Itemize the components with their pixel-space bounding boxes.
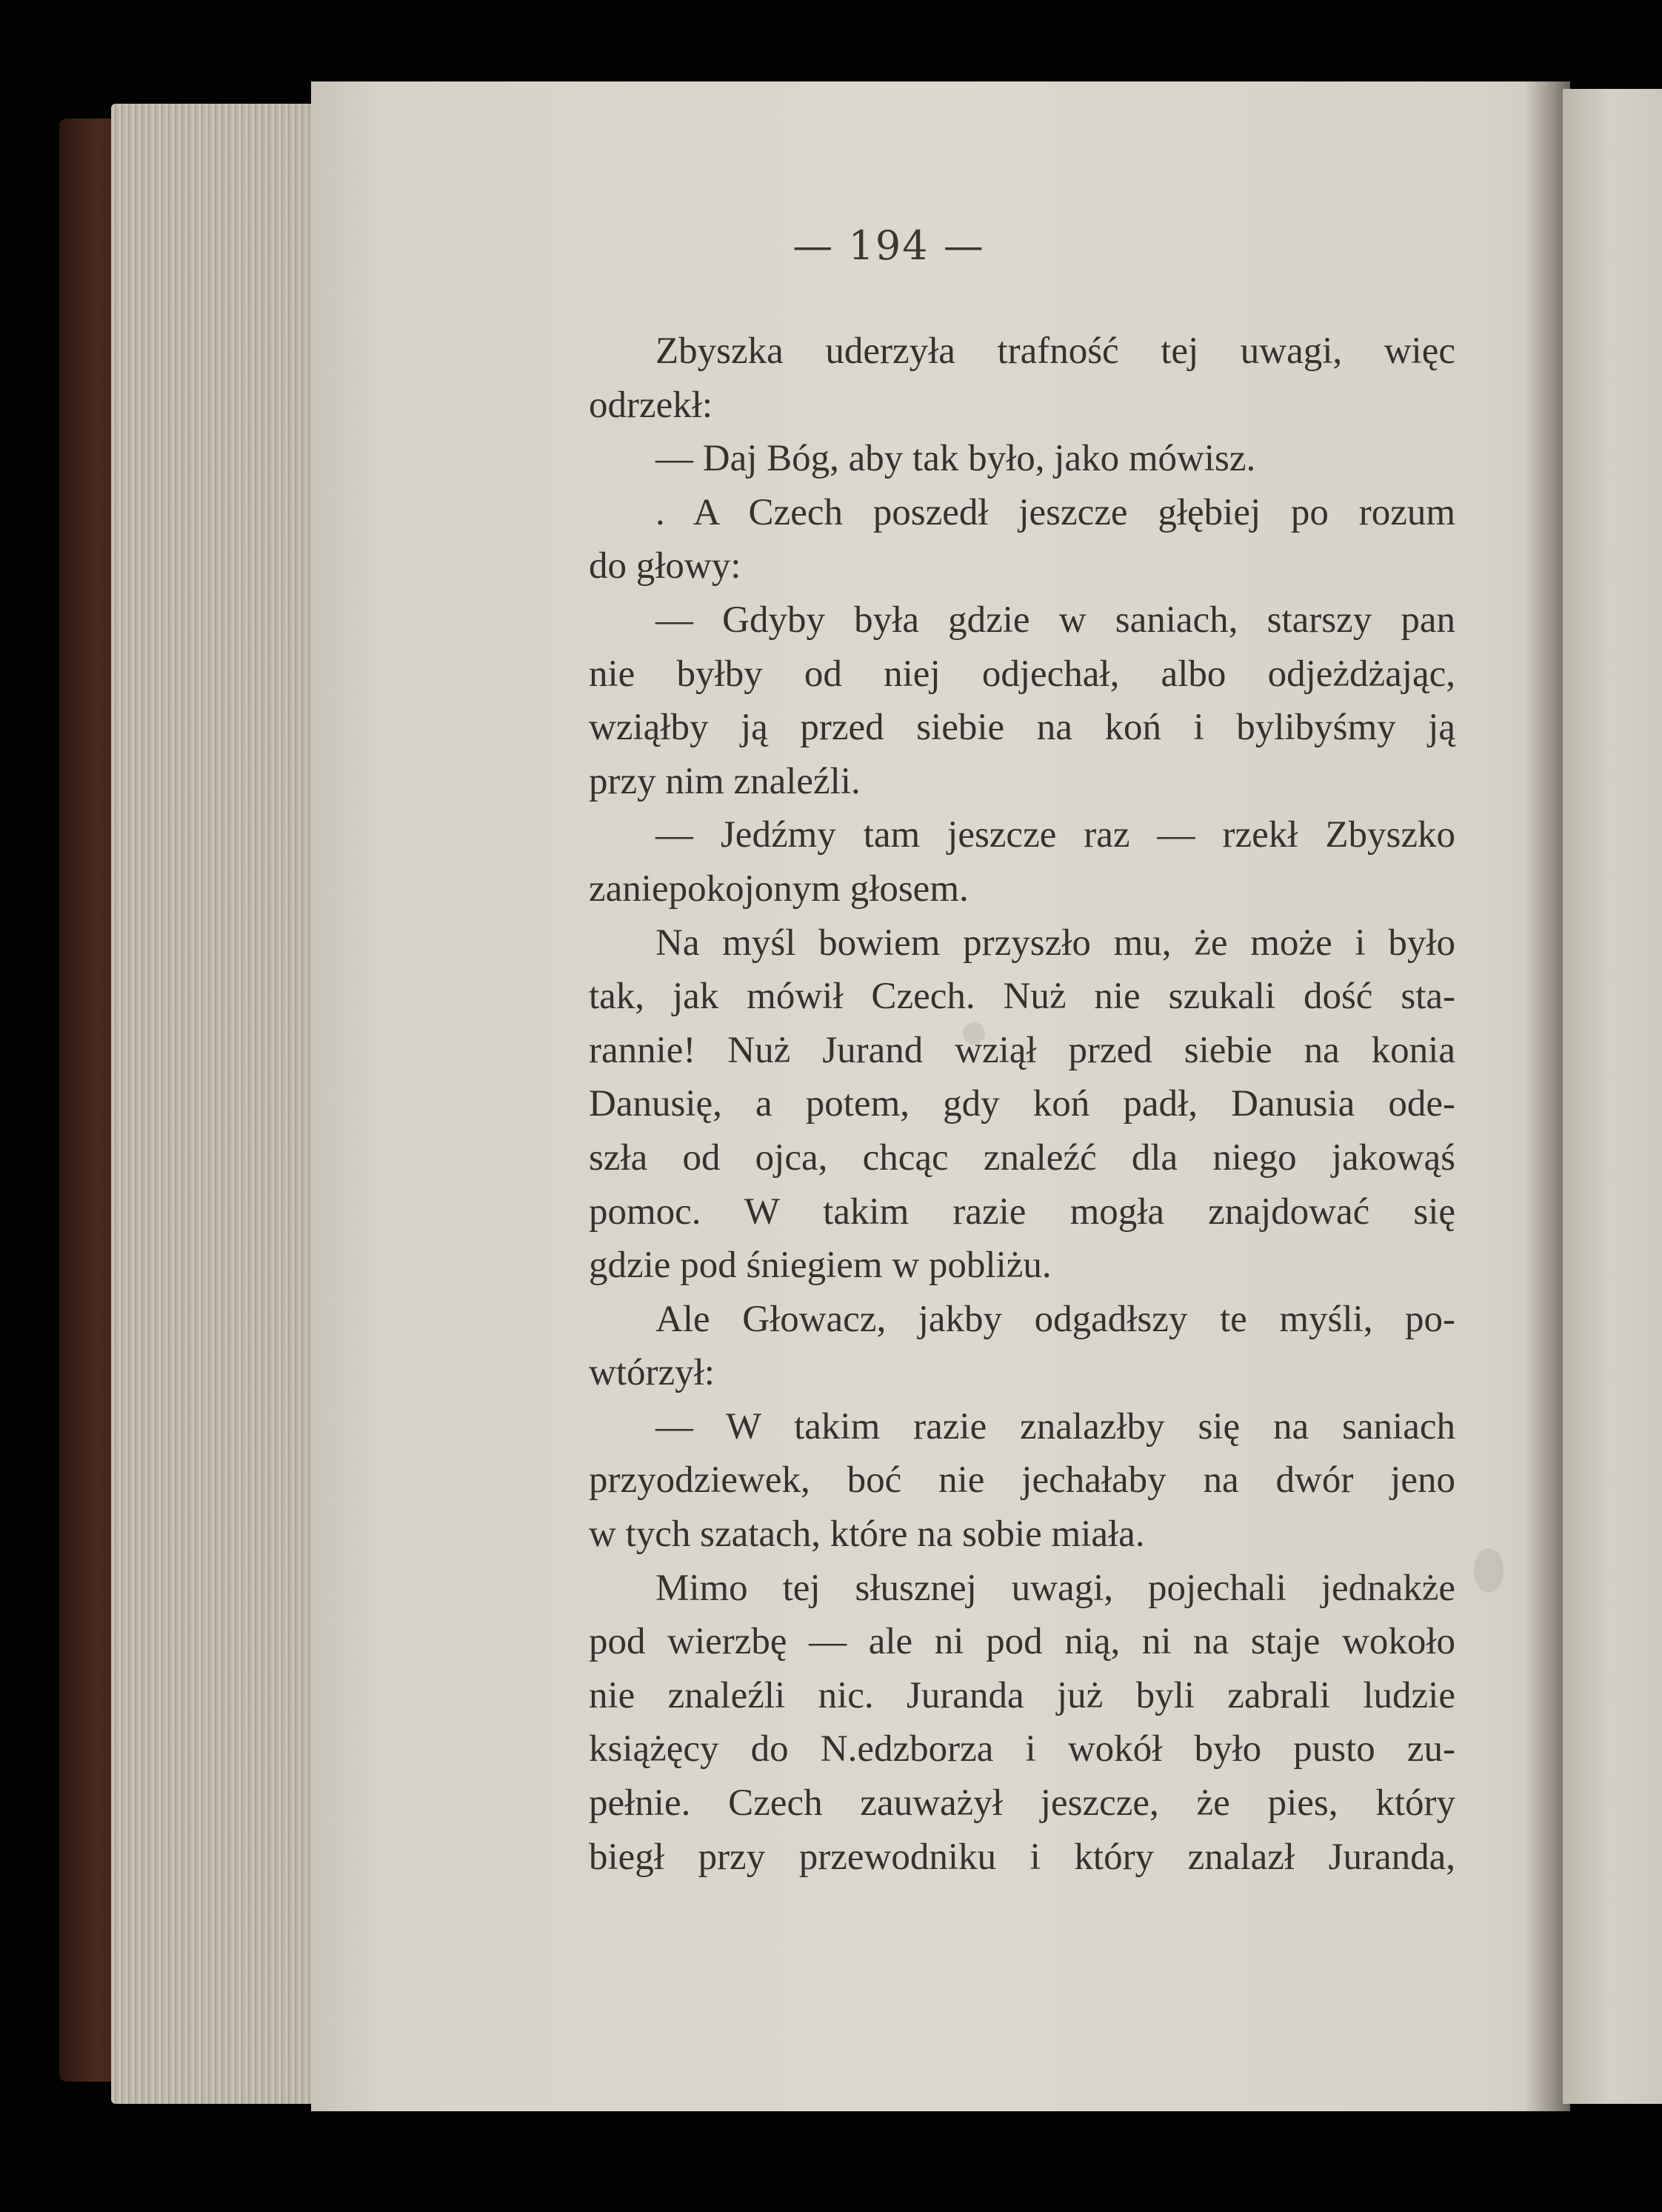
text-line: odrzekł: <box>589 384 713 426</box>
text-line: przy nim znaleźli. <box>589 760 861 802</box>
text-line: tak, jak mówił Czech. Nuż nie szukali dość sta- <box>589 976 1455 1018</box>
text-line: w tych szatach, które na sobie miała. <box>589 1513 1145 1556</box>
text-line: — Jedźmy tam jeszcze raz — rzekł Zbyszko <box>655 814 1455 856</box>
text-line: pełnie. Czech zauważył jeszcze, że pies, który <box>589 1782 1455 1825</box>
text-line: Na myśl bowiem przyszło mu, że może i było <box>655 922 1455 964</box>
text-line: rannie! Nuż Jurand wziął przed siebie na konia <box>589 1029 1455 1071</box>
text-line: — Daj Bóg, aby tak było, jako mówisz. <box>655 438 1256 480</box>
text-line: nie znaleźli nic. Juranda już byli zabrali ludzie <box>589 1674 1455 1716</box>
paper-stain <box>1474 1548 1504 1593</box>
text-line: biegł przy przewodniku i który znalazł Juranda, <box>589 1836 1455 1878</box>
facing-page-edge <box>1563 89 1662 2104</box>
text-line: do głowy: <box>589 545 741 587</box>
text-line: Danusię, a potem, gdy koń padł, Danusia ode- <box>589 1083 1455 1125</box>
text-line: wtórzył: <box>589 1352 715 1394</box>
text-line: szła od ojca, chcąc znaleźć dla niego jakowąś <box>589 1136 1455 1179</box>
page-number: — 194 — <box>792 222 985 269</box>
text-line: — Gdyby była gdzie w saniach, starszy pan <box>655 599 1455 641</box>
text-line: Zbyszka uderzyła trafność tej uwagi, więc <box>655 330 1455 372</box>
text-line: wziąłby ją przed siebie na koń i bylibyśmy ją <box>589 707 1455 749</box>
text-line: pod wierzbę — ale ni pod nią, ni na staje wokoło <box>589 1621 1455 1663</box>
text-line: pomoc. W takim razie mogła znajdować się <box>589 1190 1455 1233</box>
text-line: Ale Głowacz, jakby odgadłszy te myśli, po- <box>655 1298 1455 1340</box>
text-line: przyodziewek, boć nie jechałaby na dwór jeno <box>589 1459 1455 1502</box>
text-line: zaniepokojonym głosem. <box>589 867 969 910</box>
text-line: książęcy do N.edzborza i wokół było pusto zu- <box>589 1728 1455 1770</box>
text-line: gdzie pod śniegiem w pobliżu. <box>589 1245 1052 1287</box>
text-line: nie byłby od niej odjechał, albo odjeżdżając, <box>589 653 1455 695</box>
page-edges <box>111 104 333 2104</box>
text-line: — W takim razie znalazłby się na saniach <box>655 1405 1455 1448</box>
text-line: Mimo tej słusznej uwagi, pojechali jednakże <box>655 1567 1455 1609</box>
text-line: . A Czech poszedł jeszcze głębiej po rozum <box>655 491 1455 533</box>
page-body-text <box>589 324 1455 1884</box>
